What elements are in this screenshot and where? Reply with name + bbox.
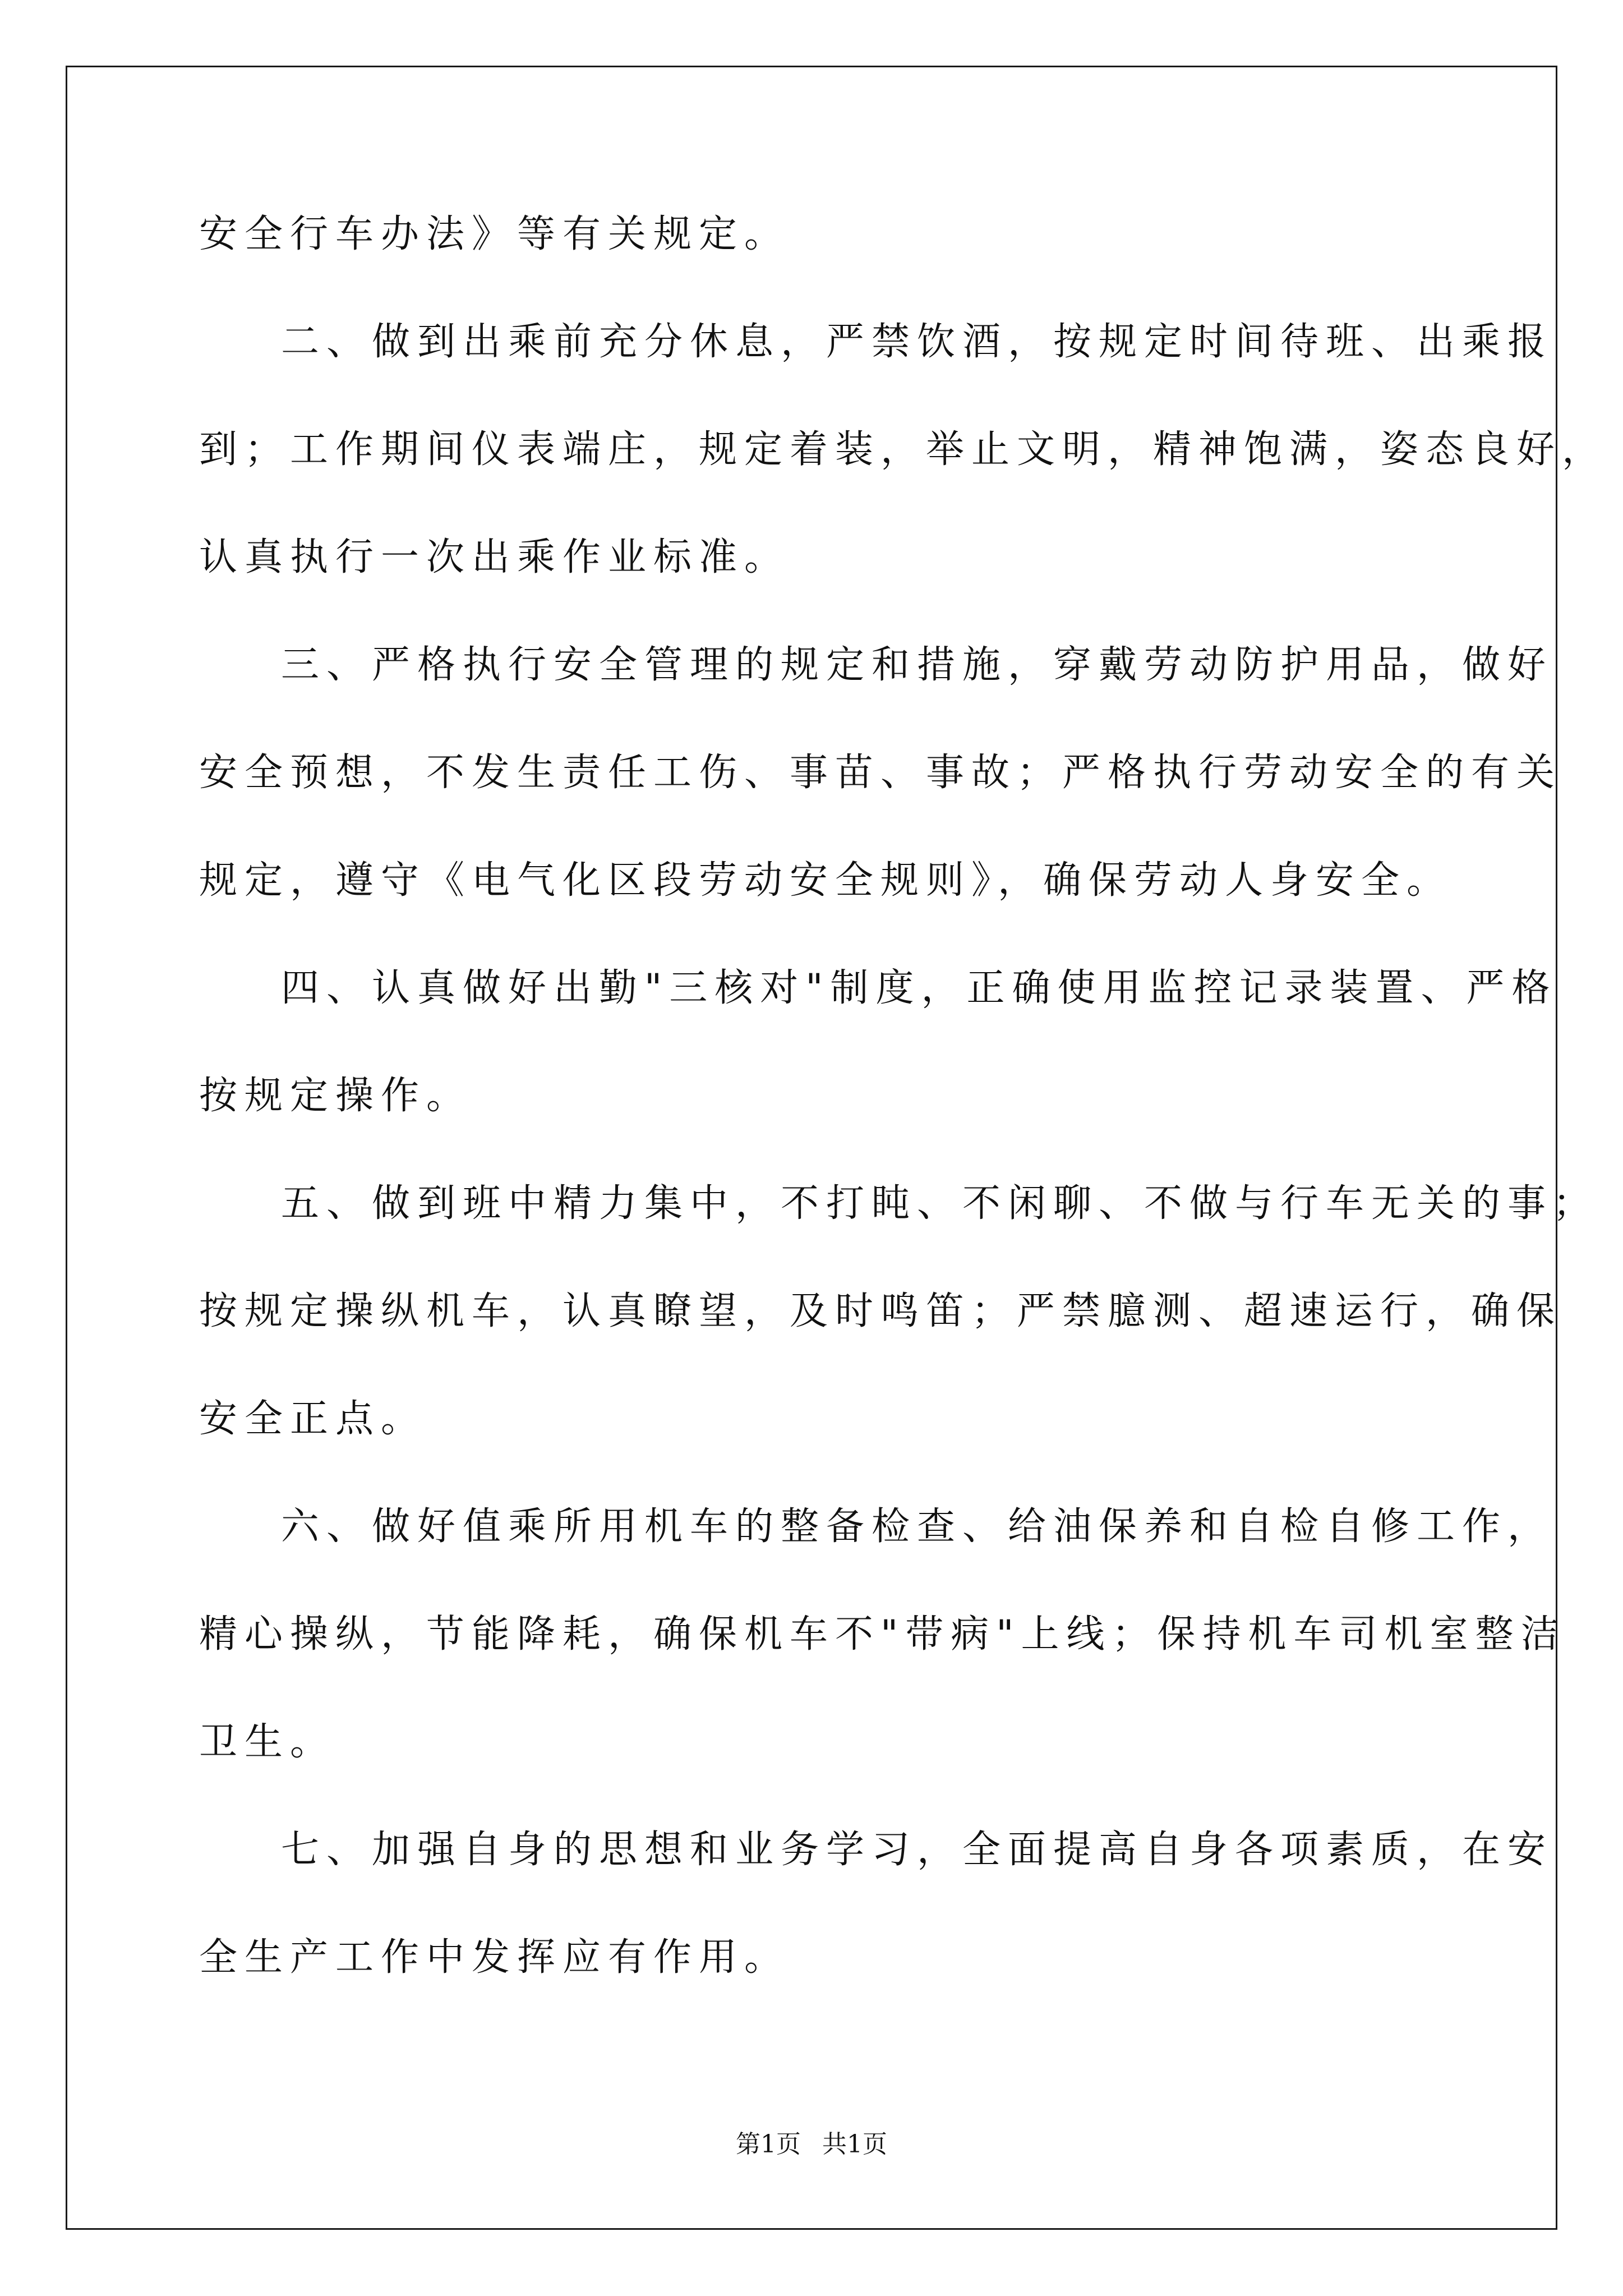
- paragraph-line: 三、严格执行安全管理的规定和措施，穿戴劳动防护用品，做好: [281, 643, 1553, 687]
- paragraph-line: 按规定操作。: [199, 1074, 472, 1118]
- document-body: [199, 208, 1608, 2039]
- page-number: 第1页: [736, 2130, 801, 2159]
- paragraph-line: 安全正点。: [199, 1397, 427, 1441]
- paragraph-line: 安全预想，不发生责任工伤、事苗、事故；严格执行劳动安全的有关: [199, 751, 1562, 795]
- paragraph-line: 六、做好值乘所用机车的整备检查、给油保养和自检自修工作，: [281, 1504, 1553, 1549]
- paragraph-line: 四、认真做好出勤"三核对"制度，正确使用监控记录装置、严格: [281, 966, 1557, 1010]
- paragraph-line: 卫生。: [199, 1720, 336, 1764]
- page-total: 共1页: [822, 2130, 887, 2159]
- paragraph-line: 到；工作期间仪表端庄，规定着装，举止文明，精神饱满，姿态良好，: [199, 427, 1608, 472]
- paragraph-line: 认真执行一次出乘作业标准。: [199, 535, 790, 579]
- paragraph-line: 安全行车办法》等有关规定。: [199, 212, 790, 256]
- paragraph-line: 按规定操纵机车，认真瞭望，及时鸣笛；严禁臆测、超速运行，确保: [199, 1289, 1562, 1333]
- paragraph-line: 五、做到班中精力集中，不打盹、不闲聊、不做与行车无关的事；: [281, 1181, 1599, 1226]
- paragraph-line: 规定，遵守《电气化区段劳动安全规则》，确保劳动人身安全。: [199, 858, 1453, 903]
- paragraph-line: 全生产工作中发挥应有作用。: [199, 1935, 790, 1980]
- paragraph-line: 精心操纵，节能降耗，确保机车不"带病"上线；保持机车司机室整洁: [199, 1612, 1566, 1657]
- paragraph-line: 七、加强自身的思想和业务学习，全面提高自身各项素质，在安: [281, 1828, 1553, 1872]
- paragraph-line: 二、做到出乘前充分休息，严禁饮酒，按规定时间待班、出乘报: [281, 320, 1553, 364]
- page-footer: [0, 2128, 1623, 2161]
